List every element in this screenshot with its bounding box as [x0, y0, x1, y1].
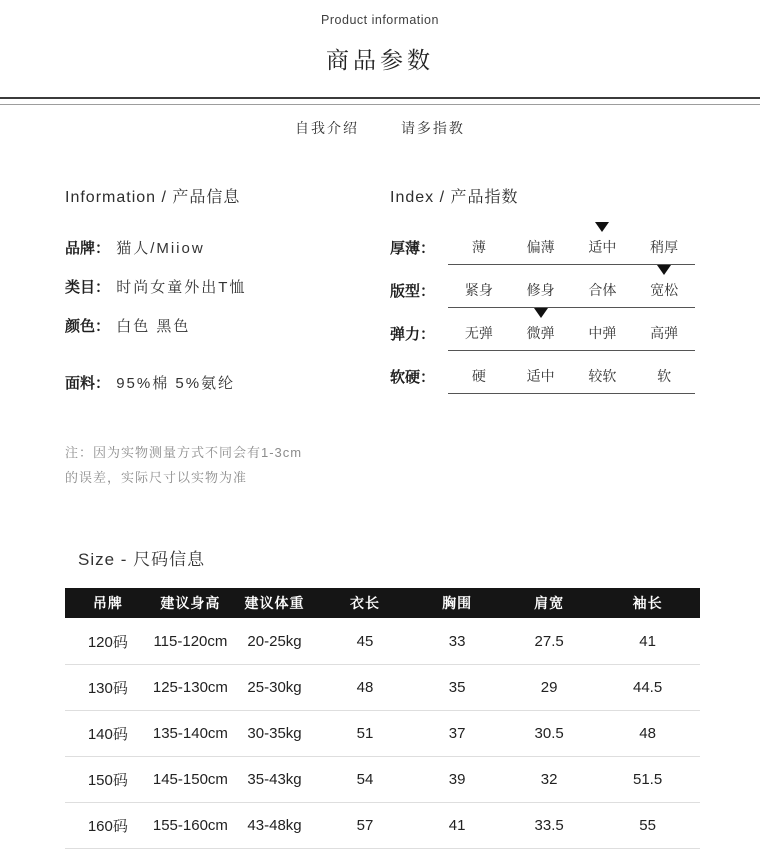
- index-heading: Index / 产品指数: [390, 189, 519, 206]
- scale-option: 较软: [588, 368, 617, 384]
- table-cell: 44.5: [595, 664, 700, 710]
- table-header-cell: 建议体重: [230, 588, 319, 618]
- field-label: 类目：: [65, 279, 111, 296]
- scale-options: [448, 323, 695, 351]
- scale-label: 厚薄：: [390, 240, 436, 257]
- table-cell: 41: [411, 802, 503, 848]
- marker-triangle-icon: [595, 222, 609, 232]
- table-cell: 54: [319, 756, 411, 802]
- scale-fit: [390, 280, 695, 308]
- table-row: [65, 756, 700, 802]
- table-cell: 41: [595, 618, 700, 664]
- table-cell: 25-30kg: [230, 664, 319, 710]
- details-section: [0, 184, 760, 490]
- table-cell: 135-140cm: [151, 710, 230, 756]
- table-header-cell: 衣长: [319, 588, 411, 618]
- table-cell: 140码: [65, 710, 151, 756]
- field-color: [65, 315, 365, 336]
- measurement-note-line2: 的误差，实际尺寸以实物为准: [65, 469, 248, 485]
- eyebrow-title: Product information: [321, 13, 439, 27]
- table-cell: 27.5: [503, 618, 595, 664]
- measurement-note-line1: 注：因为实物测量方式不同会有1-3cm: [65, 445, 303, 460]
- scale-option: 微弹: [526, 325, 555, 341]
- table-cell: 39: [411, 756, 503, 802]
- field-brand: [65, 237, 365, 258]
- table-cell: 32: [503, 756, 595, 802]
- measurement-note: [65, 441, 365, 490]
- table-header-cell: 胸围: [411, 588, 503, 618]
- table-cell: 20-25kg: [230, 618, 319, 664]
- scale-label: 弹力：: [390, 326, 436, 343]
- table-cell: 48: [319, 664, 411, 710]
- scale-option: 高弹: [650, 325, 679, 341]
- sub-header-left: 自我介绍: [295, 120, 360, 136]
- field-label: 品牌：: [65, 240, 111, 257]
- divider-thick: [0, 97, 760, 99]
- table-header-cell: 袖长: [595, 588, 700, 618]
- table-cell: 55: [595, 802, 700, 848]
- size-heading: Size - 尺码信息: [78, 550, 206, 570]
- table-cell: 160码: [65, 802, 151, 848]
- scale-options: [448, 280, 695, 308]
- table-cell: 35: [411, 664, 503, 710]
- table-cell: 30.5: [503, 710, 595, 756]
- info-heading: Information / 产品信息: [65, 189, 241, 206]
- product-info-column: [65, 184, 365, 490]
- table-cell: 120码: [65, 618, 151, 664]
- table-cell: 33.5: [503, 802, 595, 848]
- field-label: 颜色：: [65, 318, 111, 335]
- scale-option: 无弹: [464, 325, 493, 341]
- scale-option: 适中: [588, 239, 617, 255]
- scale-option: 软: [657, 368, 672, 384]
- table-row: [65, 802, 700, 848]
- scale-option: 薄: [471, 239, 486, 255]
- product-index-column: [365, 184, 695, 490]
- table-row: [65, 618, 700, 664]
- scale-option: 修身: [526, 282, 555, 298]
- table-cell: 57: [319, 802, 411, 848]
- marker-triangle-icon: [534, 308, 548, 318]
- field-value: 白色 黑色: [116, 318, 191, 335]
- size-table-header-row: [65, 588, 700, 618]
- table-cell: 51: [319, 710, 411, 756]
- size-table: [65, 588, 700, 849]
- scale-label: 版型：: [390, 283, 436, 300]
- scale-options: [448, 237, 695, 265]
- table-cell: 33: [411, 618, 503, 664]
- table-cell: 35-43kg: [230, 756, 319, 802]
- field-value: 时尚女童外出T恤: [116, 279, 247, 296]
- table-cell: 155-160cm: [151, 802, 230, 848]
- scale-option: 合体: [588, 282, 617, 298]
- scale-label: 软硬：: [390, 369, 436, 386]
- table-header-cell: 吊牌: [65, 588, 151, 618]
- size-section: [0, 545, 760, 853]
- table-cell: 29: [503, 664, 595, 710]
- table-cell: 145-150cm: [151, 756, 230, 802]
- page-title: 商品参数: [326, 47, 434, 73]
- scale-option: 偏薄: [526, 239, 555, 255]
- table-row: [65, 710, 700, 756]
- sub-header-right: 请多指教: [400, 120, 465, 136]
- field-label: 面料：: [65, 375, 111, 392]
- scale-option: 适中: [526, 368, 555, 384]
- field-fabric: [65, 372, 365, 393]
- table-cell: 150码: [65, 756, 151, 802]
- table-cell: 37: [411, 710, 503, 756]
- table-header-cell: 肩宽: [503, 588, 595, 618]
- scale-option: 宽松: [650, 282, 679, 298]
- table-cell: 130码: [65, 664, 151, 710]
- scale-option: 稍厚: [650, 239, 679, 255]
- table-cell: 43-48kg: [230, 802, 319, 848]
- scale-options: [448, 366, 695, 394]
- divider-thin: [0, 104, 760, 105]
- sub-header: [0, 118, 760, 138]
- scale-option: 中弹: [588, 325, 617, 341]
- scale-option: 紧身: [464, 282, 493, 298]
- table-cell: 115-120cm: [151, 618, 230, 664]
- table-cell: 125-130cm: [151, 664, 230, 710]
- field-category: [65, 276, 365, 297]
- table-header-cell: 建议身高: [151, 588, 230, 618]
- field-value: 95%棉 5%氨纶: [116, 375, 236, 392]
- scale-thickness: [390, 237, 695, 265]
- marker-triangle-icon: [657, 265, 671, 275]
- table-row: [65, 664, 700, 710]
- field-value: 猫人/Miiow: [116, 240, 205, 257]
- scale-softness: [390, 366, 695, 394]
- table-cell: 30-35kg: [230, 710, 319, 756]
- table-cell: 48: [595, 710, 700, 756]
- scale-option: 硬: [471, 368, 486, 384]
- table-cell: 45: [319, 618, 411, 664]
- scale-elasticity: [390, 323, 695, 351]
- table-cell: 51.5: [595, 756, 700, 802]
